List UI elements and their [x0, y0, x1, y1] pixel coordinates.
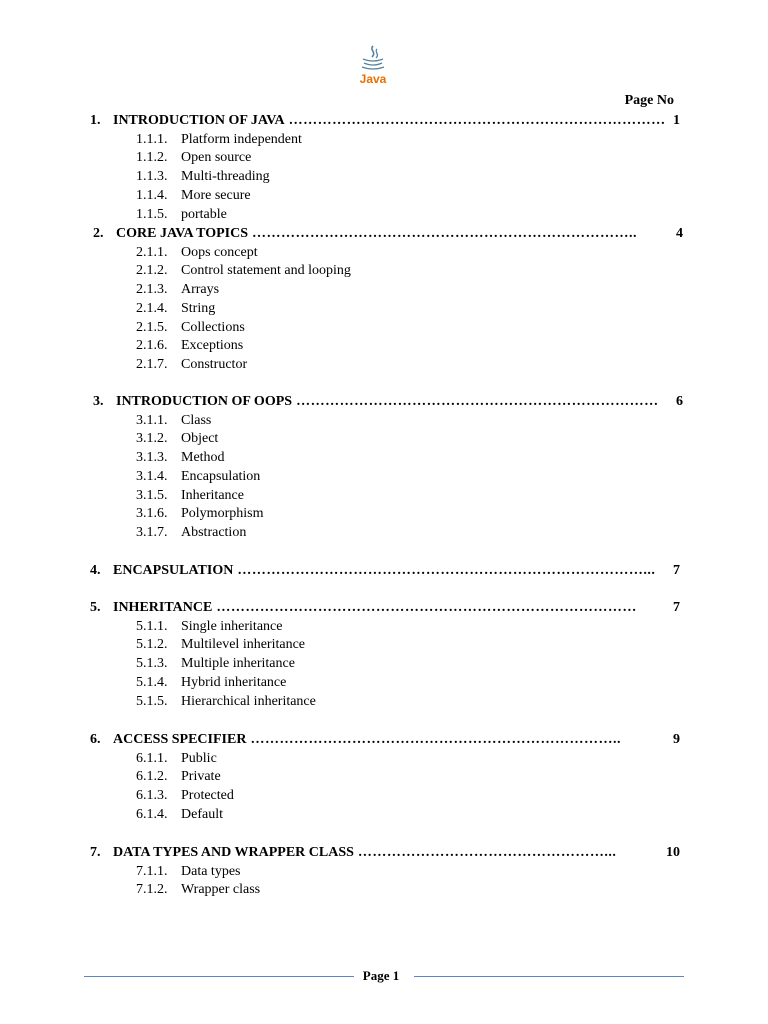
toc-subsection-2-1-2 — [136, 262, 351, 280]
toc-subsection-3-1-3 — [136, 449, 225, 467]
toc-page-number: 10 — [666, 845, 680, 860]
toc-subsection-1-1-1 — [136, 131, 302, 149]
toc-section-number: 2. — [93, 226, 104, 241]
toc-subsection-label: Multiple inheritance — [181, 656, 295, 672]
footer-rule-right — [414, 976, 684, 977]
footer-rule-left — [84, 976, 354, 977]
toc-subsection-number: 2.1.1. — [136, 244, 168, 260]
toc-subsection-number: 5.1.2. — [136, 637, 168, 653]
toc-subsection-3-1-5 — [136, 487, 244, 505]
toc-section-number: 4. — [90, 563, 101, 578]
toc-subsection-6-1-2 — [136, 768, 221, 786]
toc-subsection-label: String — [181, 300, 216, 316]
toc-section-3 — [93, 393, 683, 411]
toc-section-number: 3. — [93, 394, 104, 409]
toc-subsection-7-1-1 — [136, 863, 240, 881]
toc-subsection-number: 2.1.3. — [136, 282, 168, 298]
toc-subsection-label: Class — [181, 412, 212, 428]
toc-subsection-label: Encapsulation — [181, 468, 261, 484]
toc-section-5 — [90, 599, 680, 617]
toc-subsection-label: Oops concept — [181, 244, 258, 260]
toc-subsection-label: Exceptions — [181, 338, 244, 354]
toc-subsection-label: Platform independent — [181, 131, 302, 147]
toc-section-title: INTRODUCTION OF OOPS — [116, 394, 293, 409]
toc-dot-leader: …………………………………………………………………………… — [216, 600, 637, 615]
toc-subsection-number: 1.1.2. — [136, 150, 168, 166]
toc-subsection-label: Control statement and looping — [181, 263, 351, 279]
toc-section-2 — [93, 225, 683, 243]
toc-section-number: 5. — [90, 600, 101, 615]
toc-subsection-label: Hierarchical inheritance — [181, 693, 316, 709]
toc-subsection-3-1-6 — [136, 505, 263, 523]
toc-section-title: INHERITANCE — [113, 600, 213, 615]
toc-page-number: 7 — [673, 600, 680, 615]
toc-subsection-number: 2.1.2. — [136, 263, 168, 279]
toc-subsection-number: 7.1.2. — [136, 882, 168, 898]
toc-section-number: 1. — [90, 113, 101, 128]
toc-section-7 — [90, 844, 680, 862]
toc-subsection-2-1-6 — [136, 337, 243, 355]
toc-section-number: 6. — [90, 732, 101, 747]
toc-subsection-label: Multilevel inheritance — [181, 637, 306, 653]
toc-subsection-6-1-4 — [136, 806, 223, 824]
toc-subsection-2-1-3 — [136, 281, 219, 299]
toc-subsection-number: 2.1.4. — [136, 300, 168, 316]
toc-subsection-label: Single inheritance — [181, 618, 283, 634]
toc-subsection-number: 5.1.5. — [136, 693, 168, 709]
toc-dot-leader: ………………………………………………………………….. — [250, 732, 621, 747]
toc-subsection-5-1-5 — [136, 693, 316, 711]
toc-dot-leader: …………………………………………………………………… — [288, 113, 666, 128]
toc-subsection-label: Inheritance — [181, 487, 244, 503]
toc-subsection-number: 2.1.6. — [136, 338, 168, 354]
toc-subsection-label: Abstraction — [181, 524, 247, 540]
toc-subsection-label: Polymorphism — [181, 506, 264, 522]
java-logo-icon — [351, 44, 395, 86]
toc-subsection-number: 1.1.4. — [136, 187, 168, 203]
toc-subsection-label: Arrays — [181, 282, 220, 298]
toc-subsection-6-1-3 — [136, 787, 234, 805]
toc-page-number: 6 — [676, 394, 683, 409]
toc-section-title: ENCAPSULATION — [113, 563, 234, 578]
toc-subsection-number: 3.1.5. — [136, 487, 168, 503]
toc-subsection-label: Default — [181, 806, 223, 822]
toc-section-title: CORE JAVA TOPICS — [116, 226, 249, 241]
page-no-heading: Page No — [624, 93, 674, 108]
toc-subsection-1-1-5 — [136, 206, 227, 224]
toc-subsection-label: Constructor — [181, 356, 248, 372]
toc-subsection-label: Protected — [181, 788, 234, 804]
toc-subsection-2-1-4 — [136, 300, 215, 318]
toc-subsection-5-1-3 — [136, 655, 295, 673]
toc-page-number: 7 — [673, 563, 680, 578]
toc-subsection-number: 3.1.4. — [136, 468, 168, 484]
toc-section-title: DATA TYPES AND WRAPPER CLASS — [113, 845, 354, 860]
toc-subsection-number: 3.1.1. — [136, 412, 168, 428]
toc-page-number: 4 — [676, 226, 683, 241]
toc-section-title: INTRODUCTION OF JAVA — [113, 113, 285, 128]
toc-subsection-number: 2.1.5. — [136, 319, 168, 335]
toc-subsection-number: 6.1.4. — [136, 806, 168, 822]
footer-page-label: Page 1 — [362, 968, 400, 983]
toc-subsection-label: More secure — [181, 187, 251, 203]
toc-section-1 — [90, 112, 680, 130]
toc-page-number: 9 — [673, 732, 680, 747]
toc-subsection-number: 3.1.2. — [136, 431, 168, 447]
toc-section-title: ACCESS SPECIFIER — [113, 732, 247, 747]
toc-subsection-label: Public — [181, 750, 217, 766]
toc-subsection-number: 6.1.1. — [136, 750, 168, 766]
toc-subsection-1-1-3 — [136, 168, 270, 186]
toc-subsection-1-1-2 — [136, 149, 251, 167]
toc-section-6 — [90, 731, 680, 749]
toc-subsection-5-1-1 — [136, 618, 282, 636]
toc-subsection-label: Data types — [181, 863, 241, 879]
toc-subsection-number: 3.1.7. — [136, 524, 168, 540]
toc-subsection-label: Open source — [181, 150, 252, 166]
toc-subsection-5-1-4 — [136, 674, 286, 692]
toc-subsection-2-1-1 — [136, 244, 258, 262]
toc-subsection-7-1-2 — [136, 881, 260, 899]
toc-subsection-number: 5.1.1. — [136, 618, 168, 634]
toc-subsection-label: Wrapper class — [181, 882, 261, 898]
toc-subsection-label: Collections — [181, 319, 245, 335]
toc-subsection-number: 2.1.7. — [136, 356, 168, 372]
toc-subsection-number: 5.1.4. — [136, 674, 168, 690]
toc-subsection-number: 7.1.1. — [136, 863, 168, 879]
toc-subsection-3-1-2 — [136, 430, 218, 448]
java-logo-text: Java — [359, 72, 387, 86]
toc-subsection-2-1-5 — [136, 319, 245, 337]
toc-subsection-number: 3.1.3. — [136, 450, 168, 466]
toc-subsection-3-1-4 — [136, 468, 260, 486]
toc-subsection-3-1-1 — [136, 412, 211, 430]
toc-dot-leader: …………………………………………………………………….. — [252, 226, 638, 241]
toc-subsection-3-1-7 — [136, 524, 246, 542]
toc-subsection-2-1-7 — [136, 356, 247, 374]
toc-subsection-label: portable — [181, 206, 227, 222]
toc-subsection-1-1-4 — [136, 187, 251, 205]
toc-subsection-number: 1.1.5. — [136, 206, 168, 222]
toc-subsection-number: 6.1.2. — [136, 769, 168, 785]
toc-subsection-label: Multi-threading — [181, 169, 270, 185]
toc-subsection-label: Hybrid inheritance — [181, 674, 287, 690]
toc-subsection-number: 6.1.3. — [136, 788, 168, 804]
toc-subsection-number: 3.1.6. — [136, 506, 168, 522]
toc-subsection-number: 5.1.3. — [136, 656, 168, 672]
toc-dot-leader: ………………………………………………………………… — [296, 394, 659, 409]
toc-subsection-6-1-1 — [136, 750, 217, 768]
toc-subsection-label: Method — [181, 450, 225, 466]
toc-dot-leader: ……………………………………………... — [357, 845, 617, 860]
toc-page-number: 1 — [673, 113, 680, 128]
toc-subsection-number: 1.1.1. — [136, 131, 168, 147]
toc-subsection-5-1-2 — [136, 636, 305, 654]
toc-dot-leader: …………………………………………………………………………... — [237, 563, 656, 578]
toc-subsection-label: Object — [181, 431, 219, 447]
toc-subsection-number: 1.1.3. — [136, 169, 168, 185]
toc-section-number: 7. — [90, 845, 101, 860]
toc-subsection-label: Private — [181, 769, 221, 785]
toc-section-4 — [90, 562, 680, 580]
